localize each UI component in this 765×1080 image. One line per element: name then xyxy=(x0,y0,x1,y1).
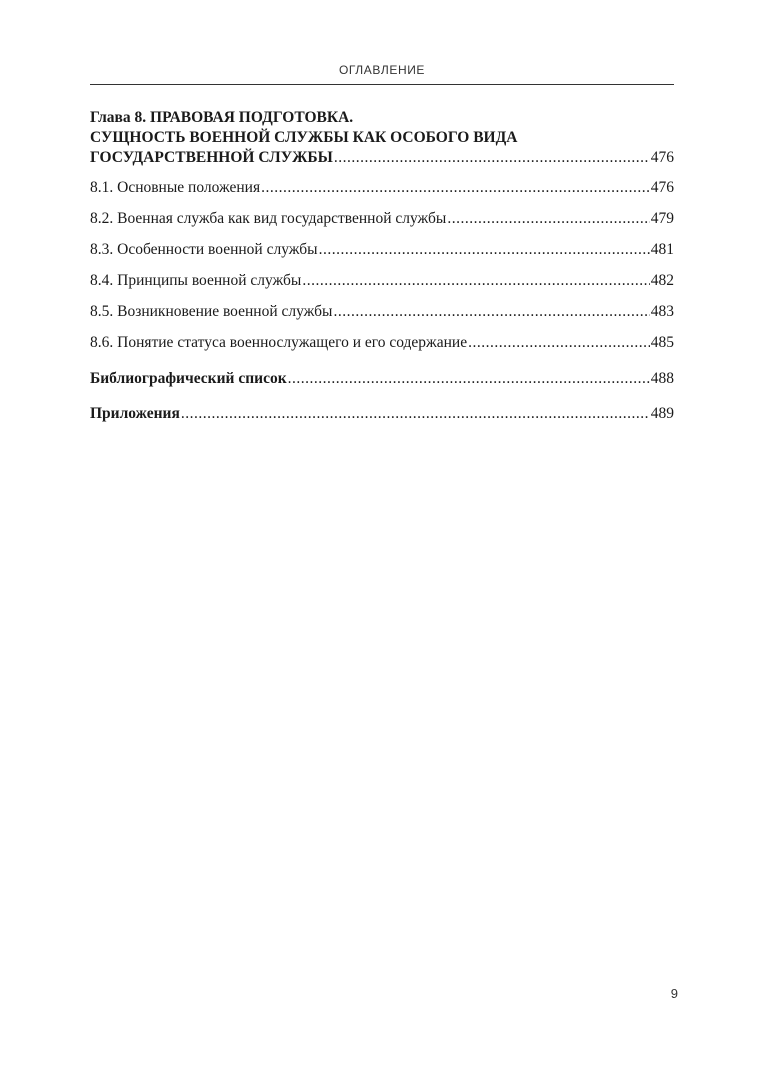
toc-entry-chapter-8[interactable] xyxy=(90,148,674,168)
chapter-title-line-1: Глава 8. ПРАВОВАЯ ПОДГОТОВКА. xyxy=(90,109,354,126)
dot-leader xyxy=(334,148,650,168)
page-ref: 483 xyxy=(650,303,674,320)
chapter-title-line-2: СУЩНОСТЬ ВОЕННОЙ СЛУЖБЫ КАК ОСОБОГО ВИДА xyxy=(90,129,518,146)
toc-entry-8-5[interactable] xyxy=(90,302,674,322)
entry-label: 8.5. Возникновение военной службы xyxy=(90,303,333,320)
toc-entry-appendices[interactable] xyxy=(90,404,674,424)
running-header: ОГЛАВЛЕНИЕ xyxy=(338,63,426,77)
page-ref: 485 xyxy=(650,334,674,351)
entry-label: Библиографический список xyxy=(90,370,287,387)
entry-label: 8.4. Принципы военной службы xyxy=(90,272,302,289)
page-ref: 482 xyxy=(650,272,674,289)
header-rule xyxy=(90,84,674,85)
toc-entry-8-3[interactable] xyxy=(90,240,674,260)
page-ref: 488 xyxy=(650,370,674,387)
entry-label: 8.3. Особенности военной службы xyxy=(90,241,318,258)
dot-leader xyxy=(447,209,649,229)
page-ref: 481 xyxy=(650,241,674,258)
dot-leader xyxy=(333,302,649,322)
toc-entry-bibliography[interactable] xyxy=(90,369,674,389)
entry-label: Приложения xyxy=(90,405,180,422)
dot-leader xyxy=(468,333,650,353)
toc-entry-8-1[interactable] xyxy=(90,178,674,198)
toc-entry-8-2[interactable] xyxy=(90,209,674,229)
page-ref: 476 xyxy=(650,179,674,196)
toc-entry-8-6[interactable] xyxy=(90,333,674,353)
dot-leader xyxy=(288,369,650,389)
dot-leader xyxy=(302,271,649,291)
page-ref: 476 xyxy=(650,149,674,166)
entry-label: 8.6. Понятие статуса военнослужащего и его содержание xyxy=(90,334,468,351)
page-ref: 479 xyxy=(650,210,674,227)
dot-leader xyxy=(261,178,650,198)
toc-entry-8-4[interactable] xyxy=(90,271,674,291)
dot-leader xyxy=(181,404,650,424)
page-number: 9 xyxy=(670,986,678,1001)
entry-label: 8.1. Основные положения xyxy=(90,179,261,196)
page-ref: 489 xyxy=(650,405,674,422)
dot-leader xyxy=(319,240,650,260)
table-of-contents xyxy=(90,108,674,439)
chapter-title-line-3: ГОСУДАРСТВЕННОЙ СЛУЖБЫ xyxy=(90,149,333,166)
entry-label: 8.2. Военная служба как вид государственной службы xyxy=(90,210,447,227)
